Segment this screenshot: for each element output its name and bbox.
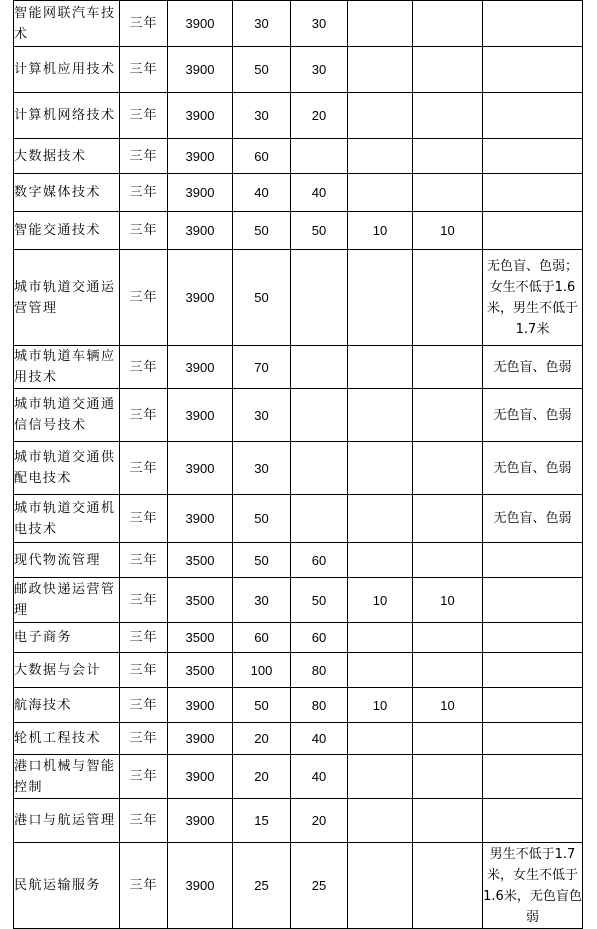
duration-cell: 三年 [120, 442, 168, 495]
plan-b-cell: 60 [291, 543, 348, 578]
duration-cell: 三年 [120, 799, 168, 843]
plan-c-cell [348, 346, 413, 389]
duration-cell: 三年 [120, 389, 168, 442]
plan-d-cell [413, 755, 483, 799]
plan-a-cell: 60 [233, 623, 291, 653]
plan-c-cell [348, 250, 413, 346]
plan-c-cell [348, 543, 413, 578]
plan-c-cell [348, 723, 413, 755]
duration-cell: 三年 [120, 250, 168, 346]
note-cell [483, 653, 583, 688]
plan-d-cell [413, 174, 483, 212]
duration-cell: 三年 [120, 174, 168, 212]
tuition-cell: 3900 [168, 93, 233, 139]
major-name-cell: 现代物流管理 [14, 543, 120, 578]
note-cell [483, 688, 583, 723]
enrollment-table [13, 0, 583, 929]
note-cell [483, 755, 583, 799]
major-name-cell: 智能交通技术 [14, 212, 120, 250]
plan-b-cell: 50 [291, 212, 348, 250]
plan-a-cell: 50 [233, 250, 291, 346]
plan-c-cell: 10 [348, 578, 413, 623]
major-name-cell: 大数据与会计 [14, 653, 120, 688]
note-cell [483, 212, 583, 250]
note-cell [483, 623, 583, 653]
table-row [14, 212, 583, 250]
plan-c-cell [348, 623, 413, 653]
table-row [14, 174, 583, 212]
plan-b-cell: 50 [291, 578, 348, 623]
table-row [14, 723, 583, 755]
plan-b-cell: 40 [291, 174, 348, 212]
table-row [14, 139, 583, 174]
plan-a-cell: 30 [233, 93, 291, 139]
plan-b-cell: 30 [291, 1, 348, 47]
plan-d-cell: 10 [413, 688, 483, 723]
tuition-cell: 3900 [168, 346, 233, 389]
duration-cell: 三年 [120, 47, 168, 93]
plan-a-cell: 20 [233, 723, 291, 755]
note-cell [483, 1, 583, 47]
duration-cell: 三年 [120, 139, 168, 174]
tuition-cell: 3900 [168, 723, 233, 755]
plan-d-cell [413, 442, 483, 495]
duration-cell: 三年 [120, 723, 168, 755]
note-cell [483, 799, 583, 843]
plan-a-cell: 60 [233, 139, 291, 174]
table-row [14, 623, 583, 653]
plan-b-cell: 25 [291, 843, 348, 929]
plan-a-cell: 50 [233, 47, 291, 93]
plan-b-cell: 30 [291, 47, 348, 93]
plan-c-cell [348, 47, 413, 93]
note-cell [483, 174, 583, 212]
table-row [14, 843, 583, 929]
plan-a-cell: 15 [233, 799, 291, 843]
table-row [14, 47, 583, 93]
tuition-cell: 3500 [168, 623, 233, 653]
plan-d-cell [413, 346, 483, 389]
plan-d-cell [413, 543, 483, 578]
note-cell [483, 543, 583, 578]
table-row [14, 389, 583, 442]
note-cell [483, 139, 583, 174]
plan-b-cell: 40 [291, 723, 348, 755]
table-row [14, 653, 583, 688]
plan-a-cell: 50 [233, 688, 291, 723]
duration-cell: 三年 [120, 843, 168, 929]
table-row [14, 755, 583, 799]
table-row [14, 1, 583, 47]
table-row [14, 93, 583, 139]
tuition-cell: 3900 [168, 174, 233, 212]
duration-cell: 三年 [120, 93, 168, 139]
major-name-cell: 计算机应用技术 [14, 47, 120, 93]
table-row [14, 346, 583, 389]
major-name-cell: 计算机网络技术 [14, 93, 120, 139]
duration-cell: 三年 [120, 543, 168, 578]
note-cell [483, 47, 583, 93]
plan-b-cell [291, 442, 348, 495]
tuition-cell: 3900 [168, 688, 233, 723]
plan-c-cell: 10 [348, 688, 413, 723]
plan-a-cell: 30 [233, 389, 291, 442]
plan-d-cell [413, 723, 483, 755]
plan-b-cell [291, 346, 348, 389]
plan-d-cell: 10 [413, 212, 483, 250]
plan-d-cell [413, 799, 483, 843]
plan-d-cell [413, 843, 483, 929]
major-name-cell: 大数据技术 [14, 139, 120, 174]
major-name-cell: 城市轨道交通运营管理 [14, 250, 120, 346]
tuition-cell: 3900 [168, 495, 233, 543]
plan-d-cell [413, 389, 483, 442]
plan-d-cell [413, 495, 483, 543]
tuition-cell: 3900 [168, 389, 233, 442]
major-name-cell: 港口与航运管理 [14, 799, 120, 843]
major-name-cell: 数字媒体技术 [14, 174, 120, 212]
table-row [14, 578, 583, 623]
note-cell: 无色盲、色弱 [483, 495, 583, 543]
plan-d-cell [413, 653, 483, 688]
major-name-cell: 智能网联汽车技术 [14, 1, 120, 47]
plan-b-cell [291, 495, 348, 543]
note-cell [483, 578, 583, 623]
plan-a-cell: 100 [233, 653, 291, 688]
tuition-cell: 3500 [168, 653, 233, 688]
plan-c-cell [348, 174, 413, 212]
plan-c-cell [348, 755, 413, 799]
plan-c-cell [348, 843, 413, 929]
plan-b-cell: 40 [291, 755, 348, 799]
plan-a-cell: 50 [233, 543, 291, 578]
duration-cell: 三年 [120, 653, 168, 688]
table-row [14, 250, 583, 346]
plan-d-cell [413, 1, 483, 47]
plan-b-cell [291, 250, 348, 346]
note-cell [483, 93, 583, 139]
plan-c-cell [348, 653, 413, 688]
note-cell: 无色盲、色弱 [483, 389, 583, 442]
note-cell: 无色盲、色弱 [483, 346, 583, 389]
tuition-cell: 3500 [168, 578, 233, 623]
duration-cell: 三年 [120, 495, 168, 543]
major-name-cell: 航海技术 [14, 688, 120, 723]
plan-d-cell [413, 47, 483, 93]
note-cell [483, 723, 583, 755]
duration-cell: 三年 [120, 1, 168, 47]
major-name-cell: 城市轨道交通机电技术 [14, 495, 120, 543]
plan-c-cell [348, 93, 413, 139]
note-cell: 男生不低于1.7米，女生不低于1.6米，无色盲色弱 [483, 843, 583, 929]
major-name-cell: 港口机械与智能控制 [14, 755, 120, 799]
plan-a-cell: 30 [233, 1, 291, 47]
major-name-cell: 邮政快递运营管理 [14, 578, 120, 623]
plan-a-cell: 70 [233, 346, 291, 389]
plan-c-cell: 10 [348, 212, 413, 250]
note-cell: 无色盲、色弱 [483, 442, 583, 495]
plan-b-cell: 80 [291, 653, 348, 688]
plan-c-cell [348, 799, 413, 843]
table-row [14, 688, 583, 723]
plan-a-cell: 20 [233, 755, 291, 799]
plan-a-cell: 50 [233, 212, 291, 250]
plan-a-cell: 30 [233, 578, 291, 623]
plan-d-cell: 10 [413, 578, 483, 623]
plan-c-cell [348, 389, 413, 442]
plan-d-cell [413, 93, 483, 139]
duration-cell: 三年 [120, 346, 168, 389]
plan-c-cell [348, 139, 413, 174]
plan-a-cell: 30 [233, 442, 291, 495]
plan-d-cell [413, 250, 483, 346]
plan-b-cell [291, 389, 348, 442]
table-row [14, 543, 583, 578]
tuition-cell: 3900 [168, 442, 233, 495]
major-name-cell: 电子商务 [14, 623, 120, 653]
plan-b-cell [291, 139, 348, 174]
plan-a-cell: 40 [233, 174, 291, 212]
plan-b-cell: 20 [291, 93, 348, 139]
plan-b-cell: 80 [291, 688, 348, 723]
plan-a-cell: 25 [233, 843, 291, 929]
major-name-cell: 城市轨道交通供配电技术 [14, 442, 120, 495]
major-name-cell: 城市轨道车辆应用技术 [14, 346, 120, 389]
table-body [14, 1, 583, 929]
note-cell: 无色盲、色弱；女生不低于1.6米，男生不低于1.7米 [483, 250, 583, 346]
table-row [14, 495, 583, 543]
tuition-cell: 3900 [168, 755, 233, 799]
tuition-cell: 3500 [168, 543, 233, 578]
plan-c-cell [348, 495, 413, 543]
table-row [14, 442, 583, 495]
duration-cell: 三年 [120, 623, 168, 653]
tuition-cell: 3900 [168, 250, 233, 346]
major-name-cell: 轮机工程技术 [14, 723, 120, 755]
plan-b-cell: 60 [291, 623, 348, 653]
plan-c-cell [348, 442, 413, 495]
duration-cell: 三年 [120, 688, 168, 723]
tuition-cell: 3900 [168, 212, 233, 250]
tuition-cell: 3900 [168, 139, 233, 174]
tuition-cell: 3900 [168, 799, 233, 843]
plan-d-cell [413, 623, 483, 653]
table-row [14, 799, 583, 843]
duration-cell: 三年 [120, 212, 168, 250]
tuition-cell: 3900 [168, 47, 233, 93]
plan-b-cell: 20 [291, 799, 348, 843]
plan-a-cell: 50 [233, 495, 291, 543]
major-name-cell: 民航运输服务 [14, 843, 120, 929]
tuition-cell: 3900 [168, 843, 233, 929]
duration-cell: 三年 [120, 578, 168, 623]
major-name-cell: 城市轨道交通通信信号技术 [14, 389, 120, 442]
tuition-cell: 3900 [168, 1, 233, 47]
plan-c-cell [348, 1, 413, 47]
plan-d-cell [413, 139, 483, 174]
duration-cell: 三年 [120, 755, 168, 799]
